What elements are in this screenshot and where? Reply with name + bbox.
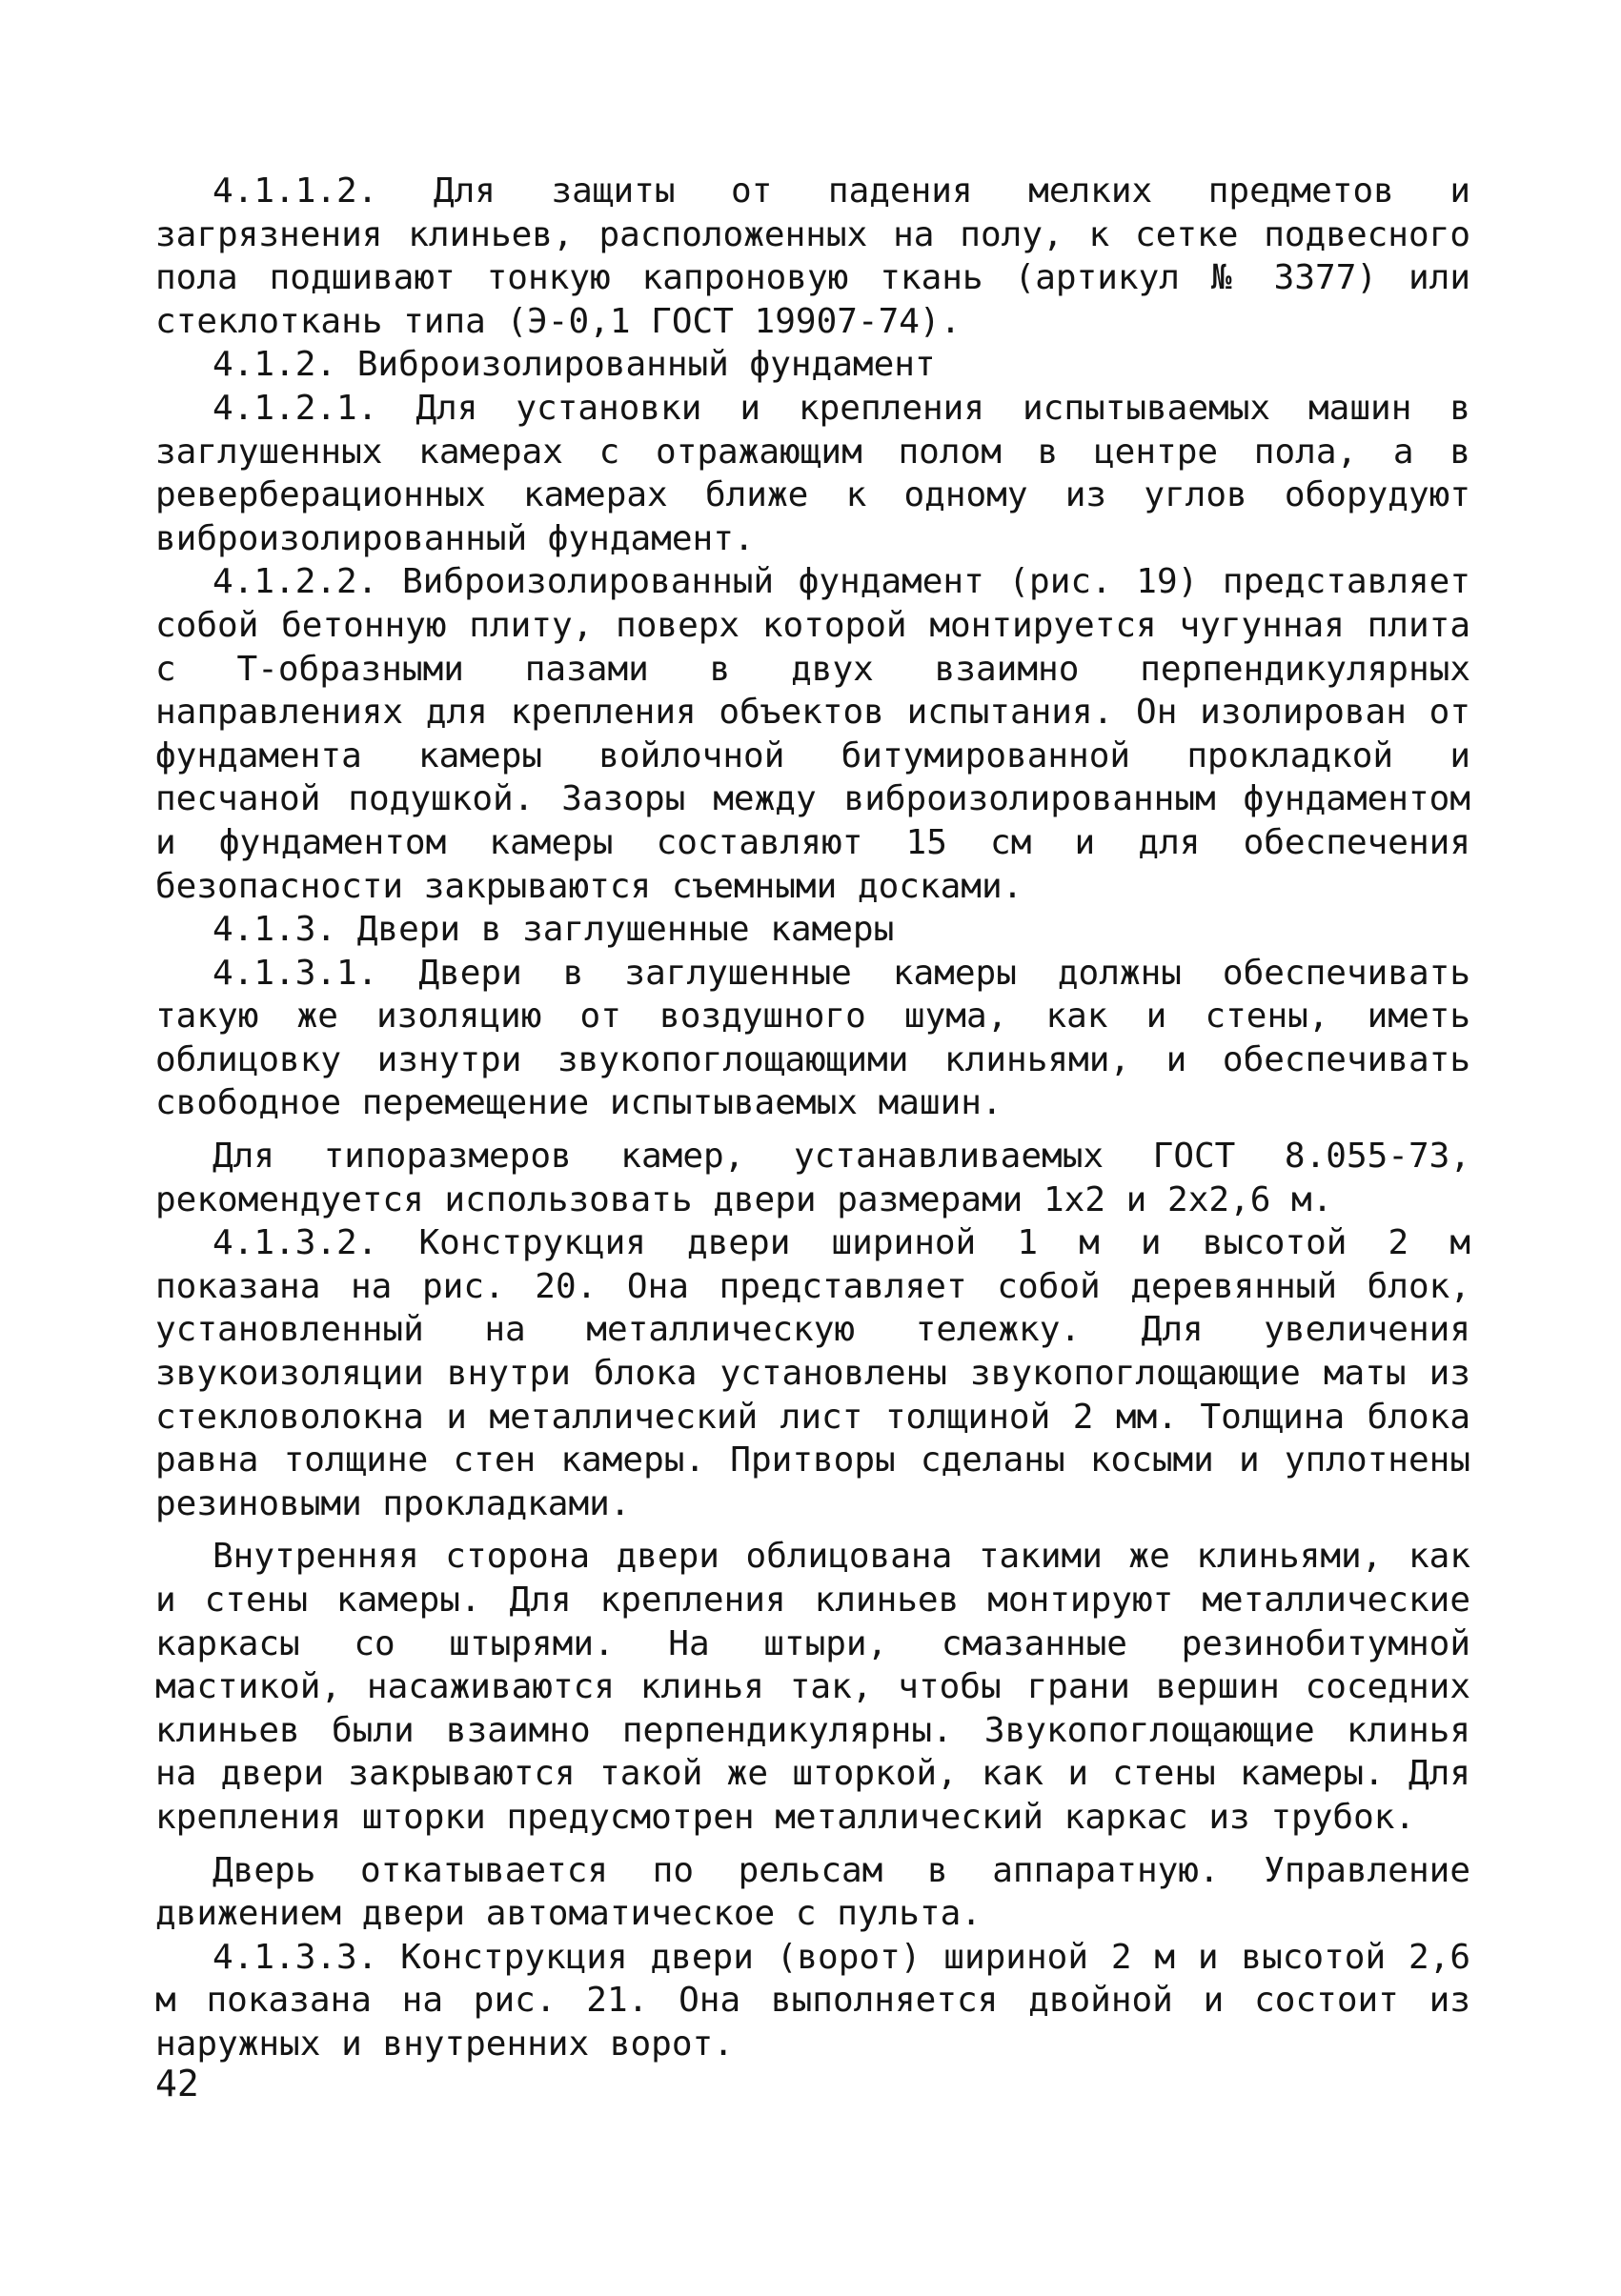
paragraph-door-sizes: Для типоразмеров камер, устанавливаемых ГОСТ 8.055-73, рекомендуется использовать двери размерами 1х2 и 2х2,6 м.	[155, 1137, 1470, 1219]
paragraph-4-1-2-1: 4.1.2.1. Для установки и крепления испытываемых машин в заглушенных камерах с отражающим полом в центре пола, а в реверберационных камерах ближе к одному из углов оборудуют виброизолированный фундамент.	[155, 388, 1470, 558]
paragraph-door-rails: Дверь откатывается по рельсам в аппаратную. Управление движением двери автоматическое с пульта.	[155, 1850, 1470, 1934]
paragraph-4-1-3-1: 4.1.3.1. Двери в заглушенные камеры должны обеспечивать такую же изоляцию от воздушного шума, как и стены, иметь облицовку изнутри звукопоглощающими клиньями, и обеспечивать свободное перемещение испытываемых машин.	[155, 953, 1470, 1123]
paragraph-4-1-2-2: 4.1.2.2. Виброизолированный фундамент (рис. 19) представляет собой бетонную плиту, поверх которой монтируется чугунная плита с Т-образными пазами в двух взаимно перпендикулярных направлениях для крепления объектов испытания. Он изолирован от фундамента камеры войлочной битумированной прокладкой и песчаной подушкой. Зазоры между виброизолированным фундаментом и фундаментом камеры составляют 15 см и для обеспечения безопасности закрываются съемными досками.	[155, 562, 1470, 906]
heading-4-1-2: 4.1.2. Виброизолированный фундамент	[213, 345, 936, 385]
paragraph-4-1-3-2: 4.1.3.2. Конструкция двери шириной 1 м и высотой 2 м показана на рис. 20. Она представляет собой деревянный блок, установленный на металлическую тележку. Для увеличения звукоизоляции внутри блока установлены звукопоглощающие маты из стекловолокна и металлический лист толщиной 2 мм. Толщина блока равна толщине стен камеры. Притворы сделаны косыми и уплотнены резиновыми прокладками.	[155, 1223, 1470, 1523]
paragraph-inner-side: Внутренняя сторона двери облицована такими же клиньями, как и стены камеры. Для крепления клиньев монтируют металлические каркасы со штырями. На штыри, смазанные резинобитумной мастикой, насаживаются клинья так, чтобы грани вершин соседних клиньев были взаимно перпендикулярны. Звукопоглощающие клинья на двери закрываются такой же шторкой, как и стены камеры. Для крепления шторки предусмотрен металлический каркас из трубок.	[155, 1537, 1470, 1837]
paragraph-4-1-3-3: 4.1.3.3. Конструкция двери (ворот) шириной 2 м и высотой 2,6 м показана на рис. 21. Она выполняется двойной и состоит из наружных и внутренних ворот.	[155, 1937, 1470, 2064]
heading-4-1-3: 4.1.3. Двери в заглушенные камеры	[213, 910, 895, 950]
paragraph-4-1-1-2: 4.1.1.2. Для защиты от падения мелких предметов и загрязнения клиньев, расположенных на полу, к сетке подвесного пола подшивают тонкую капроновую ткань (артикул № 3377) или стеклоткань типа (Э-0,1 ГОСТ 19907-74).	[155, 171, 1470, 341]
page-number: 42	[155, 2063, 199, 2105]
body-text	[155, 170, 1470, 2066]
